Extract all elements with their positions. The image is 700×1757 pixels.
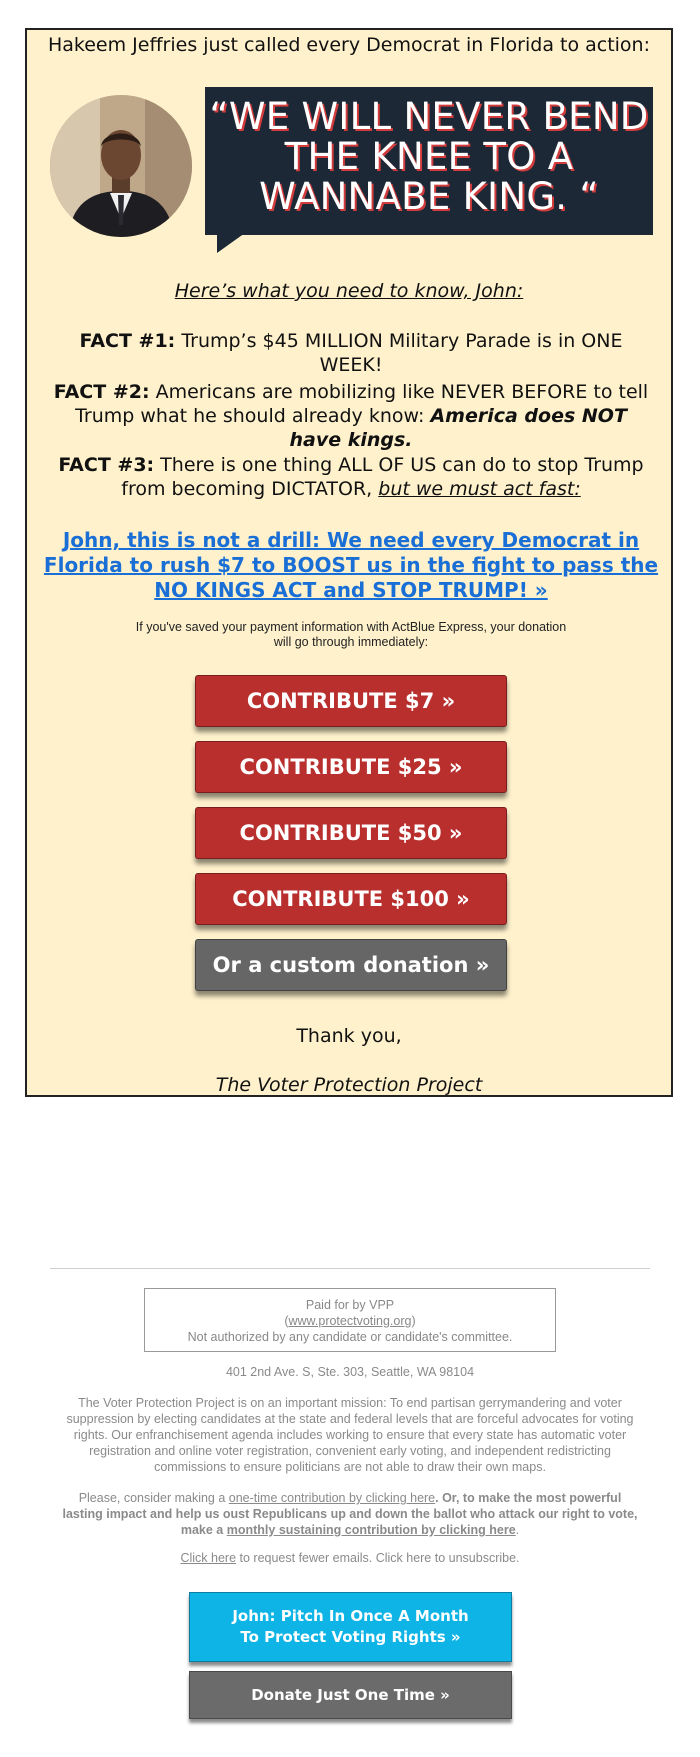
one-time-donation-button[interactable]: Donate Just One Time » — [189, 1671, 512, 1719]
appeal-prefix: Please, consider making a — [78, 1491, 229, 1505]
monthly-donation-button[interactable] — [189, 1592, 512, 1662]
not-authorized-line: Not authorized by any candidate or candidate's committee. — [187, 1330, 513, 1344]
intro-text: Hakeem Jeffries just called every Democrat in Florida to action: — [47, 34, 651, 56]
thanks-text: Thank you, — [296, 1025, 402, 1047]
contribute-100-button[interactable]: CONTRIBUTE $100 » — [195, 873, 507, 925]
unsubscribe-text: to request fewer emails. Click here to unsubscribe. — [236, 1551, 520, 1565]
footer-divider — [50, 1268, 650, 1269]
fact-2-text: Americans are mobilizing like NEVER BEFORE to tell Trump what he should already know: — [75, 381, 649, 427]
appeal-end: . — [515, 1523, 520, 1537]
speaker-portrait — [50, 95, 192, 237]
contribution-appeal — [60, 1490, 640, 1538]
fact-3 — [47, 453, 655, 501]
quote-line-3: WANNABE KING. “ — [259, 175, 599, 218]
quote-line-2: THE KNEE TO A — [284, 135, 574, 178]
fact-3-text: There is one thing ALL OF US can do to stop Trump from becoming DICTATOR, — [121, 454, 644, 500]
donate-cta-link[interactable]: John, this is not a drill: We need every Democrat in Florida to rush $7 to BOOST us in the fight to pass the NO KINGS ACT and STOP TRUMP! » — [43, 528, 659, 602]
unsubscribe-line — [60, 1550, 640, 1566]
quote-bubble-tail — [217, 233, 245, 253]
contribute-25-button[interactable]: CONTRIBUTE $25 » — [195, 741, 507, 793]
mailing-address: 401 2nd Ave. S, Ste. 303, Seattle, WA 98104 — [225, 1365, 475, 1379]
fact-2 — [47, 380, 655, 452]
appeal-bold-text: . Or, to make the most powerful lasting impact and help us oust Republicans up and down the ballot who attack our right to vote, make a — [62, 1491, 638, 1537]
signature: The Voter Protection Project — [215, 1074, 483, 1096]
quote-bubble — [205, 87, 653, 235]
quote-line-1: “WE WILL NEVER BEND — [209, 95, 649, 138]
fewer-emails-link[interactable]: Click here — [180, 1551, 237, 1565]
paid-for-website: (www.protectvoting.org) — [284, 1314, 416, 1328]
mission-statement: The Voter Protection Project is on an important mission: To end partisan gerrymandering and voter suppression by electing candidates at the state and federal levels that are forceful advocates for voting rights. Our enfranchisement agenda includes working to ensure that every state has automatic voter registration and online voter registration, convenient early voting, and independent redistricting commissions to ensure politicians are not able to draw their own maps. — [66, 1396, 634, 1474]
fact-1-label: FACT #1: — [79, 330, 176, 352]
email-card — [25, 28, 673, 1097]
paid-for-box — [144, 1288, 556, 1352]
website-link[interactable]: www.protectvoting.org — [288, 1314, 412, 1328]
contribute-50-button[interactable]: CONTRIBUTE $50 » — [195, 807, 507, 859]
fact-2-emphasis: America does NOT have kings. — [289, 405, 627, 451]
monthly-contribution-link[interactable]: monthly sustaining contribution by clicking here — [226, 1523, 516, 1537]
fact-1-text: Trump’s $45 MILLION Military Parade is in ONE WEEK! — [175, 330, 623, 376]
one-time-contribution-link[interactable]: one-time contribution by clicking here — [228, 1491, 436, 1505]
fact-3-link[interactable]: but we must act fast: — [378, 478, 581, 500]
fact-1 — [47, 329, 655, 377]
fact-3-label: FACT #3: — [58, 454, 155, 476]
paid-for-line: Paid for by VPP — [305, 1298, 395, 1312]
actblue-express-note: If you've saved your payment information with ActBlue Express, your donation will go through immediately: — [135, 620, 567, 649]
fact-2-label: FACT #2: — [53, 381, 150, 403]
custom-donation-button[interactable]: Or a custom donation » — [195, 939, 507, 991]
section-heading: Here’s what you need to know, John: — [174, 280, 524, 302]
portrait-image — [50, 95, 192, 237]
contribute-7-button[interactable]: CONTRIBUTE $7 » — [195, 675, 507, 727]
monthly-donation-label: John: Pitch In Once A Month To Protect Voting Rights » — [232, 1607, 469, 1646]
